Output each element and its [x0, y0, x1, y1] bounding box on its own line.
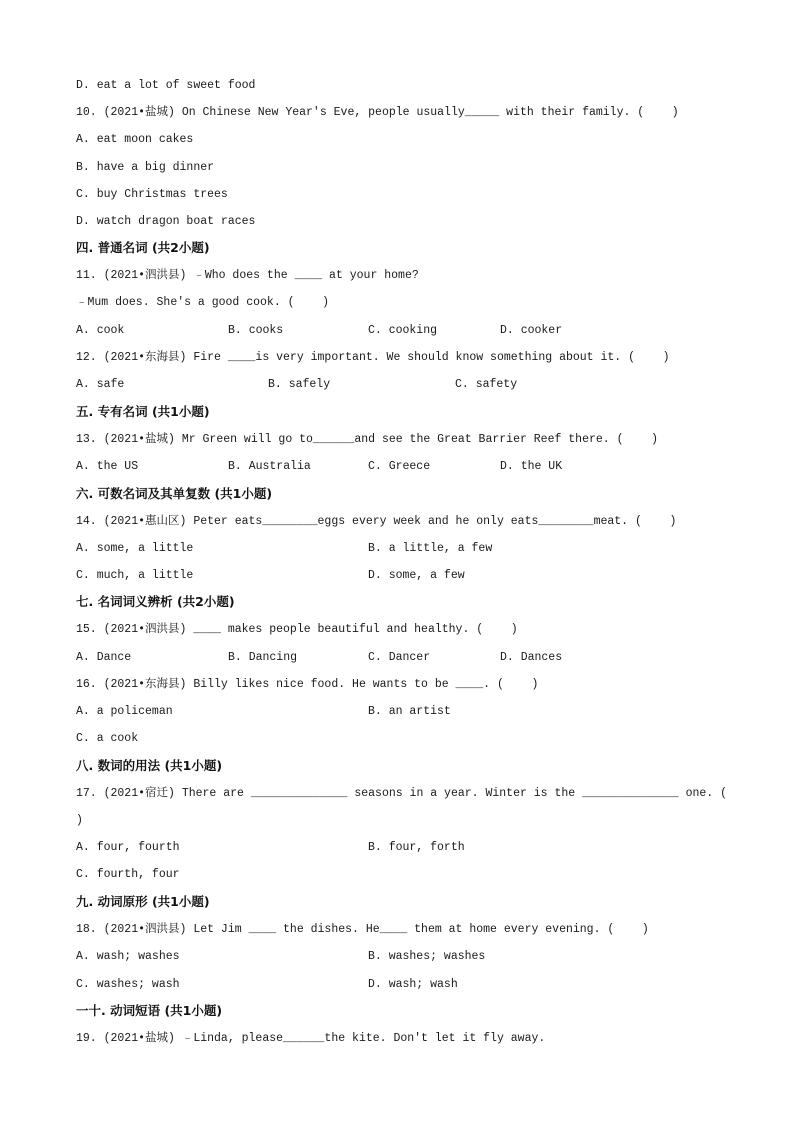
q10-option-d: D. watch dragon boat races — [76, 215, 256, 228]
q11-option-b: B. cooks — [228, 324, 284, 337]
q12-option-a: A. safe — [76, 378, 125, 391]
q16-option-b: B. an artist — [368, 705, 451, 718]
q14-option-a: A. some, a little — [76, 542, 194, 555]
section-heading-10: 一十. 动词短语 (共1小题) — [76, 1003, 223, 1018]
section-heading-6: 六. 可数名词及其单复数 (共1小题) — [76, 486, 273, 501]
q13-stem: 13. (2021•盐城) Mr Green will go to______and see the Great Barrier Reef there. ( ) — [76, 433, 658, 446]
q11-option-c: C. cooking — [368, 324, 438, 337]
section-heading-8: 八. 数词的用法 (共1小题) — [76, 758, 223, 773]
q10-option-a: A. eat moon cakes — [76, 133, 194, 146]
q16-stem: 16. (2021•东海县) Billy likes nice food. He wants to be ____. ( ) — [76, 678, 539, 691]
q14-stem: 14. (2021•惠山区) Peter eats________eggs every week and he only eats________meat. ( ) — [76, 515, 677, 528]
q10-stem: 10. (2021•盐城) On Chinese New Year's Eve, people usually_____ with their family. ( ) — [76, 106, 679, 119]
q17-option-c: C. fourth, four — [76, 868, 180, 881]
q9-option-d: D. eat a lot of sweet food — [76, 79, 256, 92]
q18-option-a: A. wash; washes — [76, 950, 180, 963]
q16-option-c: C. a cook — [76, 732, 139, 745]
q11-stem: 11. (2021•泗洪县) ﹣Who does the ____ at your home? — [76, 269, 419, 282]
section-heading-5: 五. 专有名词 (共1小题) — [76, 404, 210, 419]
section-heading-4: 四. 普通名词 (共2小题) — [76, 240, 210, 255]
q18-option-b: B. washes; washes — [368, 950, 486, 963]
q13-option-d: D. the UK — [500, 460, 563, 473]
q15-option-b: B. Dancing — [228, 651, 298, 664]
q15-option-c: C. Dancer — [368, 651, 431, 664]
q12-stem: 12. (2021•东海县) Fire ____is very important. We should know something about it. ( ) — [76, 351, 670, 364]
q10-option-c: C. buy Christmas trees — [76, 188, 228, 201]
q11-stem-line2: ﹣Mum does. She's a good cook. ( ) — [76, 296, 330, 309]
q17-stem: 17. (2021•宿迁) There are ______________ seasons in a year. Winter is the ______________ one. ( — [76, 787, 728, 800]
q16-option-a: A. a policeman — [76, 705, 173, 718]
q18-option-c: C. washes; wash — [76, 978, 180, 991]
q13-option-b: B. Australia — [228, 460, 311, 473]
q15-option-a: A. Dance — [76, 651, 132, 664]
q15-stem: 15. (2021•泗洪县) ____ makes people beautiful and healthy. ( ) — [76, 623, 518, 636]
q13-option-c: C. Greece — [368, 460, 431, 473]
q12-option-c: C. safety — [455, 378, 518, 391]
q17-option-a: A. four, fourth — [76, 841, 180, 854]
q14-option-c: C. much, a little — [76, 569, 194, 582]
q18-stem: 18. (2021•泗洪县) Let Jim ____ the dishes. He____ them at home every evening. ( ) — [76, 923, 649, 936]
section-heading-7: 七. 名词词义辨析 (共2小题) — [76, 594, 235, 609]
q14-option-d: D. some, a few — [368, 569, 465, 582]
q15-option-d: D. Dances — [500, 651, 563, 664]
q17-option-b: B. four, forth — [368, 841, 465, 854]
q11-option-a: A. cook — [76, 324, 125, 337]
q17-stem-line2: ) — [76, 814, 83, 827]
q18-option-d: D. wash; wash — [368, 978, 458, 991]
q14-option-b: B. a little, a few — [368, 542, 493, 555]
q19-stem: 19. (2021•盐城) ﹣Linda, please______the kite. Don't let it fly away. — [76, 1032, 546, 1045]
section-heading-9: 九. 动词原形 (共1小题) — [76, 894, 210, 909]
q12-option-b: B. safely — [268, 378, 331, 391]
q10-option-b: B. have a big dinner — [76, 161, 215, 174]
q13-option-a: A. the US — [76, 460, 139, 473]
q11-option-d: D. cooker — [500, 324, 563, 337]
